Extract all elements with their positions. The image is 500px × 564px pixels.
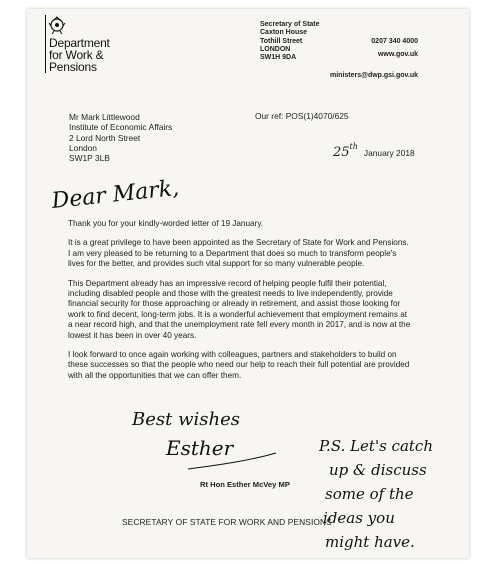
recipient-address — [69, 112, 172, 163]
body-paragraph: I look forward to once again working with colleagues, partners and stakeholders to build on these successes so that the people who need our help to reach their full potential are provided with all the opportunities that we can offer them. — [68, 350, 410, 380]
postscript-line: ideas you — [323, 509, 395, 527]
letter-body — [68, 219, 413, 390]
recipient-line: Institute of Economic Affairs — [69, 122, 173, 133]
postscript-line: up & discuss — [329, 461, 427, 479]
letterhead-rule — [45, 15, 46, 73]
date-day-suffix: th — [349, 142, 358, 151]
postscript-line: P.S. Let's catch — [319, 437, 433, 455]
handwritten-salutation — [50, 170, 180, 220]
department-line: for Work & — [49, 48, 104, 62]
recipient-line: Mr Mark Littlewood — [69, 112, 140, 122]
sender-address-line: LONDON — [260, 45, 291, 53]
sender-address-line: SW1H 9DA — [260, 54, 297, 62]
sender-address-line: Caxton House — [260, 29, 308, 37]
salutation-text: Dear Mark, — [50, 175, 180, 215]
sender-address-line: Secretary of State — [260, 21, 320, 28]
handwritten-postscript — [315, 433, 460, 555]
sender-address-line: Tothill Street — [260, 37, 303, 45]
date-day-handwritten: 25 — [333, 145, 350, 160]
recipient-line: SW1P 3LB — [69, 153, 110, 164]
department-name — [49, 37, 110, 73]
phone-number: 0207 340 4000 — [371, 38, 418, 45]
postscript-line: might have. — [325, 533, 415, 551]
recipient-line: 2 Lord North Street — [69, 132, 141, 143]
date-month-year: January 2018 — [363, 148, 415, 158]
handwritten-closing — [128, 403, 278, 473]
body-paragraph: Thank you for your kindly-worded letter of 19 January. — [68, 219, 264, 228]
department-line: Pensions — [49, 60, 97, 74]
letter-date — [333, 143, 415, 165]
website: www.gov.uk — [377, 51, 418, 58]
royal-crest-icon — [47, 15, 67, 35]
department-line: Department — [49, 36, 110, 50]
body-paragraph: It is a great privilege to have been appointed as the Secretary of State for Work and Pensions. I am very pleased to be returning to a Department that does so much to transform people's lives for the better, and provides such vital support for so many vulnerable people. — [68, 238, 409, 269]
closing-signature: Esther — [166, 436, 234, 460]
signatory-title: SECRETARY OF STATE FOR WORK AND PENSIONS — [122, 517, 332, 527]
sender-address — [260, 21, 320, 62]
contact-details — [330, 35, 418, 82]
postscript-line: some of the — [325, 485, 414, 503]
email-address: ministers@dwp.gsi.gov.uk — [330, 72, 418, 79]
recipient-line: London — [69, 142, 97, 153]
reference-number: Our ref: POS(1)4070/625 — [255, 111, 349, 121]
body-paragraph: This Department already has an impressive record of helping people fulfil their potential, including disabled people and those with the greatest needs to live independently, provide financial security for those approaching or already in retirement, and assist those looking for work to find decent, long-term jobs. It is a wonderful achievement that employment remains at a near record high, and that the unemployment rate fell every month in 2017, and is now at the lowest it has been in over 40 years. — [68, 278, 411, 340]
closing-line: Best wishes — [132, 409, 240, 430]
signatory-name: Rt Hon Esther McVey MP — [200, 480, 290, 489]
